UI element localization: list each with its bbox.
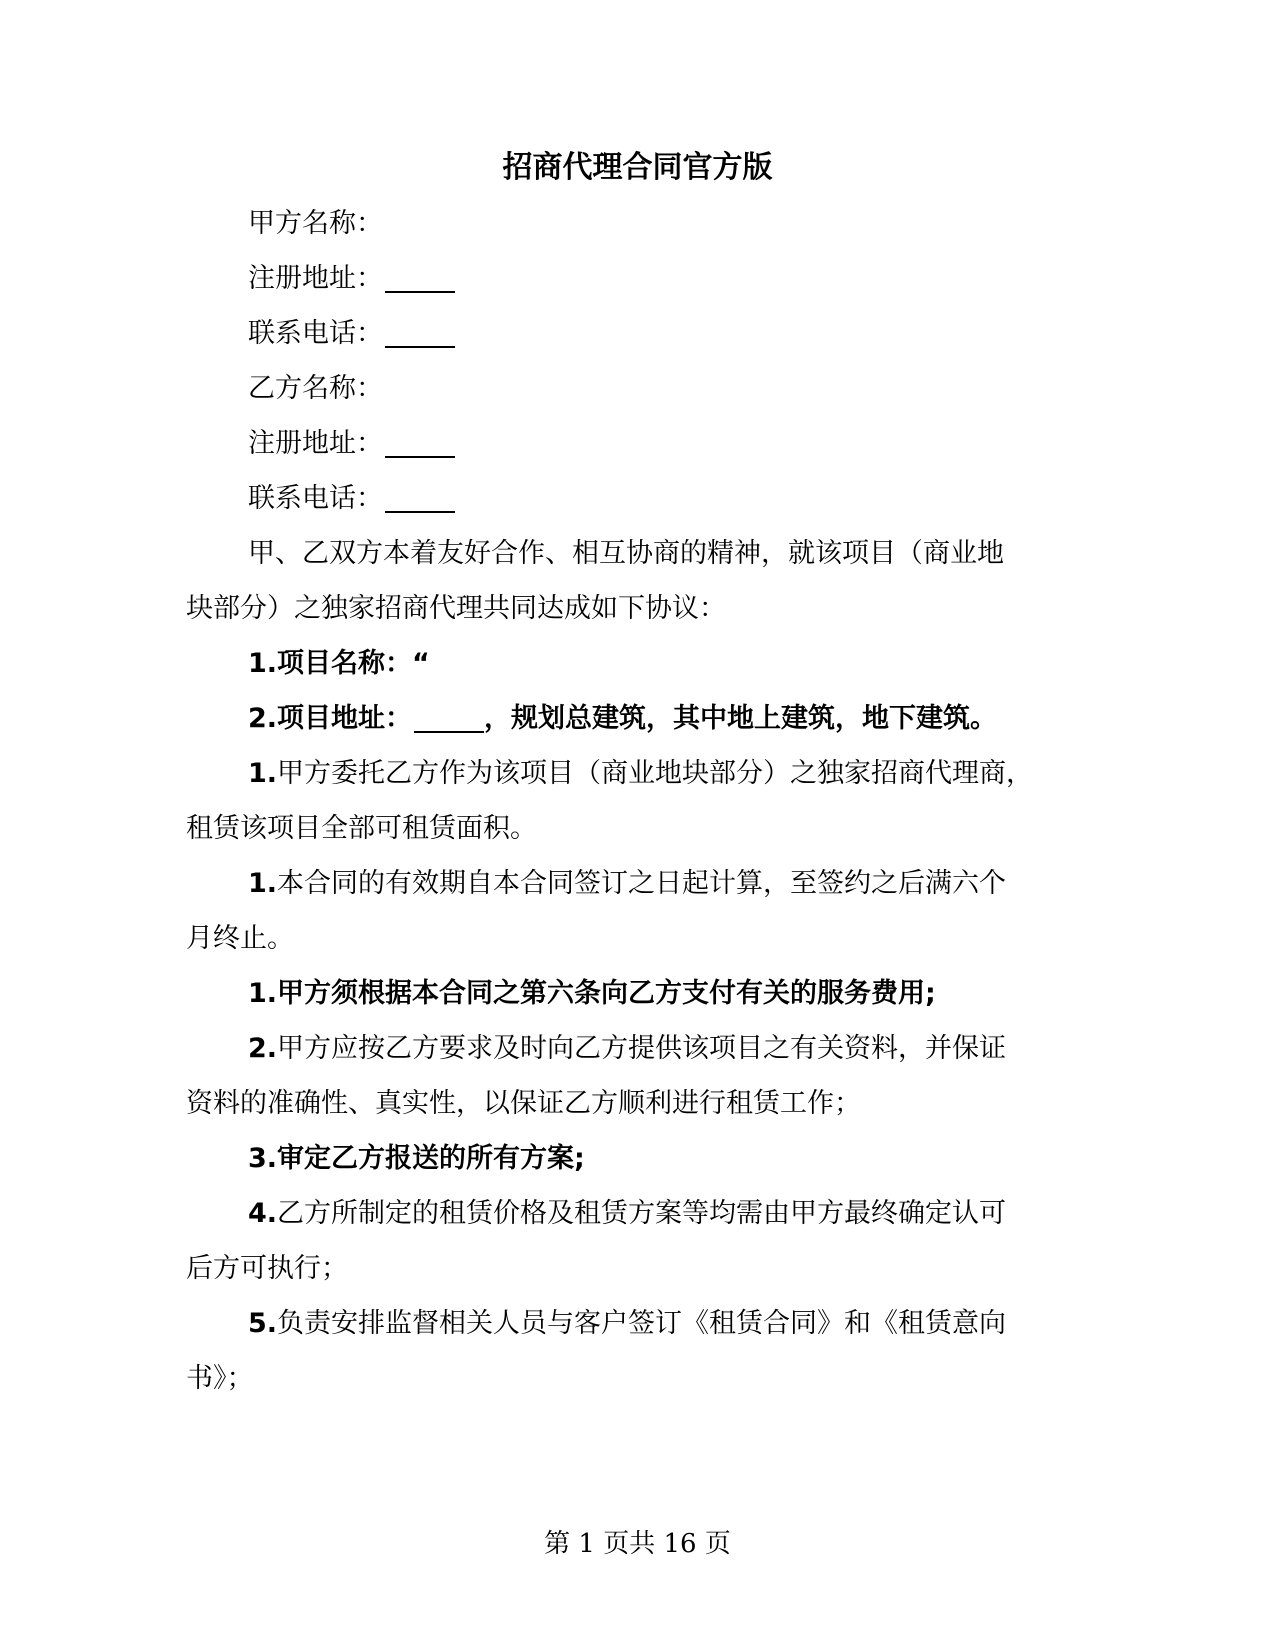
duty-5-line-2: 书》； [186,1363,254,1394]
duty-4-line-1 [248,1196,1089,1232]
intro-line-2: 块部分）之独家招商代理共同达成如下协议： [186,593,726,624]
party-a-address-label: 注册地址： [248,263,383,294]
clause-b-line-2: 月终止。 [186,923,294,954]
duty-1: 1.甲方须根据本合同之第六条向乙方支付有关的服务费用; [248,978,936,1009]
duty-5-line-1 [248,1306,1089,1342]
party-b-name-label: 乙方名称： [248,373,383,404]
clause-b-text: 本合同的有效期自本合同签订之日起计算，至签约之后满六个 [277,868,1007,899]
party-b-address [248,426,1089,462]
party-a-address [248,261,1089,297]
duty-5-number: 5. [248,1308,278,1339]
project-address-text: ，规划总建筑，其中地上建筑，地下建筑。 [484,703,998,734]
duty-4-line-2: 后方可执行； [186,1253,348,1284]
project-name: 1.项目名称：“ [248,648,430,679]
party-a-name-label: 甲方名称： [248,208,383,239]
party-b-phone [248,481,1089,517]
blank-line [385,346,455,348]
project-address [248,701,1089,737]
duty-2-line-1 [248,1031,1089,1067]
duty-2-line-2: 资料的准确性、真实性，以保证乙方顺利进行租赁工作； [186,1088,861,1119]
duty-4-text: 乙方所制定的租赁价格及租赁方案等均需由甲方最终确定认可 [277,1198,1007,1229]
party-b-phone-label: 联系电话： [248,483,383,514]
blank-line [385,456,455,458]
document-title: 招商代理合同官方版 [502,150,773,185]
clause-b-number: 1. [248,868,278,899]
clause-a-text: 甲方委托乙方作为该项目（商业地块部分）之独家招商代理商， [277,758,1034,789]
project-address-label: 2.项目地址： [248,703,413,734]
clause-a-line-1 [248,756,1089,792]
blank-line [385,511,455,513]
clause-b-line-1 [248,866,1089,902]
party-b-name [248,371,1089,407]
duty-2-text: 甲方应按乙方要求及时向乙方提供该项目之有关资料，并保证 [277,1033,1007,1064]
party-a-name [248,206,1089,242]
clause-a-number: 1. [248,758,278,789]
duty-3: 3.审定乙方报送的所有方案; [248,1143,585,1174]
page-footer: 第 1 页共 16 页 [544,1529,731,1559]
duty-4-number: 4. [248,1198,278,1229]
party-a-phone [248,316,1089,352]
party-a-phone-label: 联系电话： [248,318,383,349]
clause-a-line-2: 租赁该项目全部可租赁面积。 [186,813,537,844]
party-b-address-label: 注册地址： [248,428,383,459]
duty-5-text: 负责安排监督相关人员与客户签订《租赁合同》和《租赁意向 [277,1308,1007,1339]
duty-2-number: 2. [248,1033,278,1064]
blank-line [414,731,484,733]
intro-line-1: 甲、乙双方本着友好合作、相互协商的精神，就该项目（商业地 [248,538,1004,569]
blank-line [385,291,455,293]
